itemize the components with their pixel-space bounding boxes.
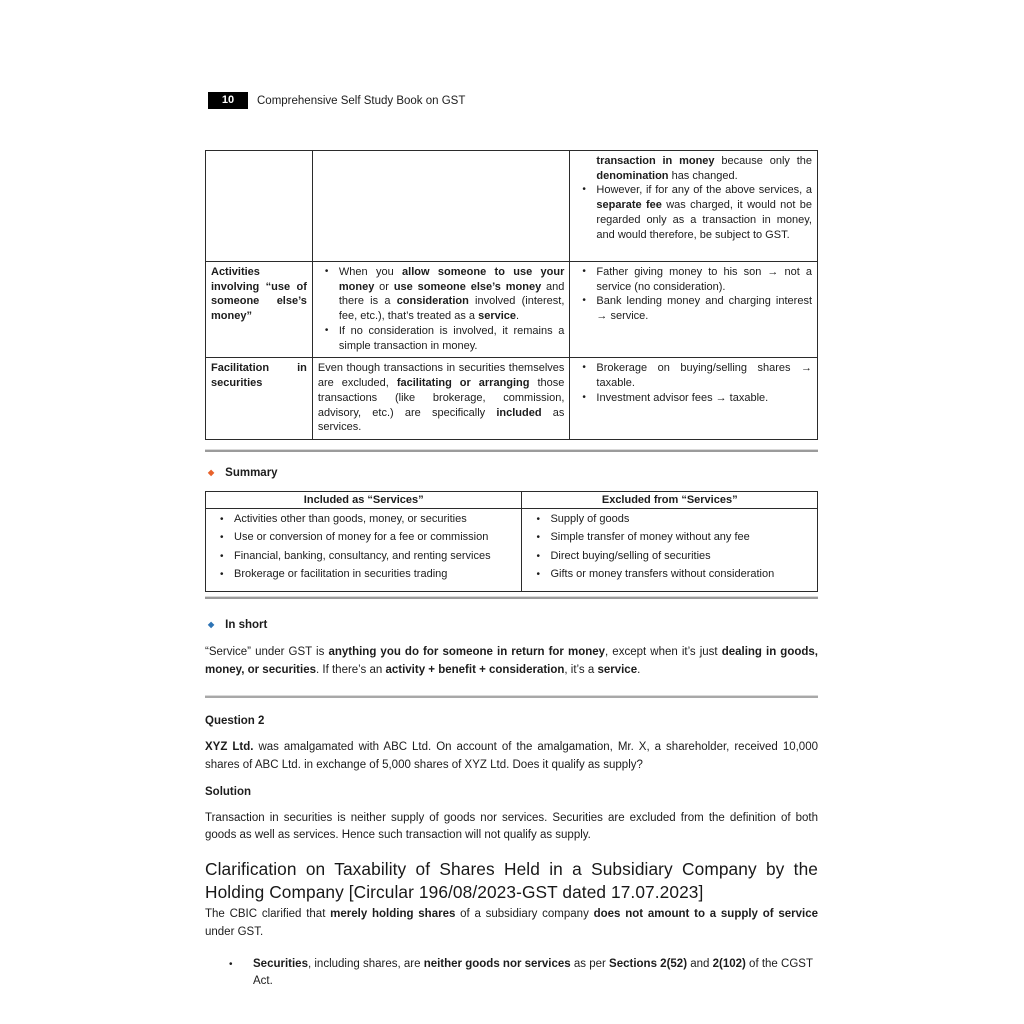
clarification-intro: The CBIC clarified that merely holding shares of a subsidiary company does not amount to a supply of service under GST.	[205, 908, 818, 938]
list-item-text: Gifts or money transfers without consideration	[550, 567, 775, 580]
list-item-text: transaction in money because only the denomination has changed.	[596, 155, 812, 182]
explanation-cell	[312, 151, 570, 262]
bullet-icon: •	[536, 550, 540, 562]
question-body: XYZ Ltd. was amalgamated with ABC Ltd. On account of the amalgamation, Mr. X, a shareholder, received 10,000 shares of ABC Ltd. in exchange of 5,000 shares of XYZ Ltd. Does it qualify as supply?	[205, 740, 818, 771]
list-item-text: If no consideration is involved, it remains a simple transaction in money.	[338, 324, 565, 352]
in-short-heading	[208, 619, 818, 631]
list-item-text: Use or conversion of money for a fee or commission	[234, 531, 489, 544]
in-short-paragraph: “Service” under GST is anything you do for someone in return for money, except when it’s just dealing in goods, money, or securities. If there’s an activity + benefit + consideration, it’s a service.	[205, 646, 819, 677]
list-item-text: Supply of goods	[550, 513, 630, 526]
excluded-header: Excluded from “Services”	[522, 492, 818, 509]
list-item	[210, 550, 517, 565]
table-row	[206, 151, 818, 262]
examples-cell	[570, 358, 818, 440]
topic-cell	[206, 151, 313, 262]
bullet-icon: •	[582, 362, 586, 374]
list-item-text: Investment advisor fees → taxable.	[596, 391, 769, 404]
list-item-text: Activities other than goods, money, or securities	[234, 513, 467, 526]
page-header	[208, 92, 818, 109]
in-short-label: In short	[225, 619, 268, 632]
list-item	[210, 531, 517, 546]
bullet-icon: •	[536, 514, 540, 526]
table-row	[206, 262, 818, 358]
document-page	[205, 92, 818, 990]
list-item-text: Brokerage or facilitation in securities trading	[234, 567, 448, 580]
list-item	[526, 513, 813, 528]
list-item-text: Father giving money to his son → not a service (no consideration).	[596, 266, 812, 293]
list-item-text: Brokerage on buying/selling shares → taxable.	[596, 362, 812, 390]
list-item-text: Bank lending money and charging interest → service.	[596, 295, 812, 323]
solution-title: Solution	[205, 785, 251, 798]
section-divider	[205, 449, 818, 452]
bullet-icon: •	[229, 958, 233, 970]
question-title: Question 2	[205, 714, 265, 727]
summary-label: Summary	[225, 467, 278, 480]
list-item	[318, 265, 565, 324]
bullet-icon: •	[536, 532, 540, 544]
list-item	[575, 265, 812, 294]
list-item-text: Financial, banking, consultancy, and renting services	[234, 549, 491, 562]
list-item-text: Simple transfer of money without any fee	[550, 531, 750, 544]
services-definition-table	[205, 150, 818, 440]
examples-cell	[570, 151, 818, 262]
bullet-icon: •	[220, 514, 224, 526]
section-divider	[205, 695, 818, 698]
page-number-badge: 10	[208, 92, 248, 109]
bullet-icon: •	[582, 295, 586, 307]
bullet-icon: •	[582, 391, 586, 403]
table-row	[206, 358, 818, 440]
summary-body-row	[206, 509, 818, 592]
summary-header-row	[206, 492, 818, 509]
bullet-icon: •	[582, 266, 586, 277]
section-divider	[205, 596, 818, 599]
examples-cell	[570, 262, 818, 358]
list-item-text: Securities, including shares, are neither goods nor services as per Sections 2(52) and 2(102) of the CGST Act.	[253, 957, 813, 988]
included-cell	[206, 509, 522, 592]
list-item	[526, 550, 813, 565]
list-item	[575, 154, 812, 183]
list-item	[526, 531, 813, 546]
list-item-text: However, if for any of the above services, a separate fee was charged, it would not be regarded only as a transaction in money, and would therefore, be subject to GST.	[596, 184, 812, 241]
bullet-icon: •	[220, 550, 224, 562]
topic-cell: Facilitation in securities	[206, 358, 313, 440]
list-item	[575, 294, 812, 323]
list-item	[318, 324, 565, 353]
list-item-text: When you allow someone to use your money or use someone else’s money and there is a consideration involved (interest, fee, etc.), that’s treated as a service.	[338, 266, 565, 323]
list-item	[575, 361, 812, 390]
clarification-heading: Clarification on Taxability of Shares Held in a Subsidiary Company by the Holding Company [Circular 196/08/2023-GST dated 17.07.2023]	[205, 859, 818, 903]
list-item	[526, 568, 813, 583]
summary-table	[205, 491, 818, 592]
list-item	[575, 391, 812, 406]
clarification-bullet	[205, 956, 818, 991]
list-item-text: Direct buying/selling of securities	[550, 549, 711, 562]
solution-body: Transaction in securities is neither supply of goods nor services. Securities are excluded from the definition of both goods as well as services. Hence such transaction will not qualify as supply.	[205, 811, 818, 842]
excluded-cell	[522, 509, 818, 592]
bullet-icon: •	[220, 568, 224, 580]
book-title: Comprehensive Self Study Book on GST	[257, 94, 466, 107]
diamond-bullet-icon: ◆	[208, 620, 215, 630]
bullet-icon: •	[536, 568, 540, 580]
included-header: Included as “Services”	[206, 492, 522, 509]
list-item	[210, 568, 517, 583]
bullet-icon: •	[582, 184, 586, 196]
list-item	[210, 513, 517, 528]
topic-cell: Activities involving “use of someone else’s money”	[206, 262, 313, 358]
explanation-cell: Even though transactions in securities themselves are excluded, facilitating or arranging those transactions (like brokerage, commission, advisory, etc.) are specifically included as services.	[312, 358, 570, 440]
explanation-cell	[312, 262, 570, 358]
bullet-icon: •	[324, 266, 329, 277]
bullet-icon: •	[220, 532, 224, 544]
diamond-bullet-icon: ◆	[208, 468, 215, 478]
list-item	[575, 183, 812, 242]
summary-heading	[208, 467, 818, 479]
bullet-icon: •	[324, 324, 329, 336]
